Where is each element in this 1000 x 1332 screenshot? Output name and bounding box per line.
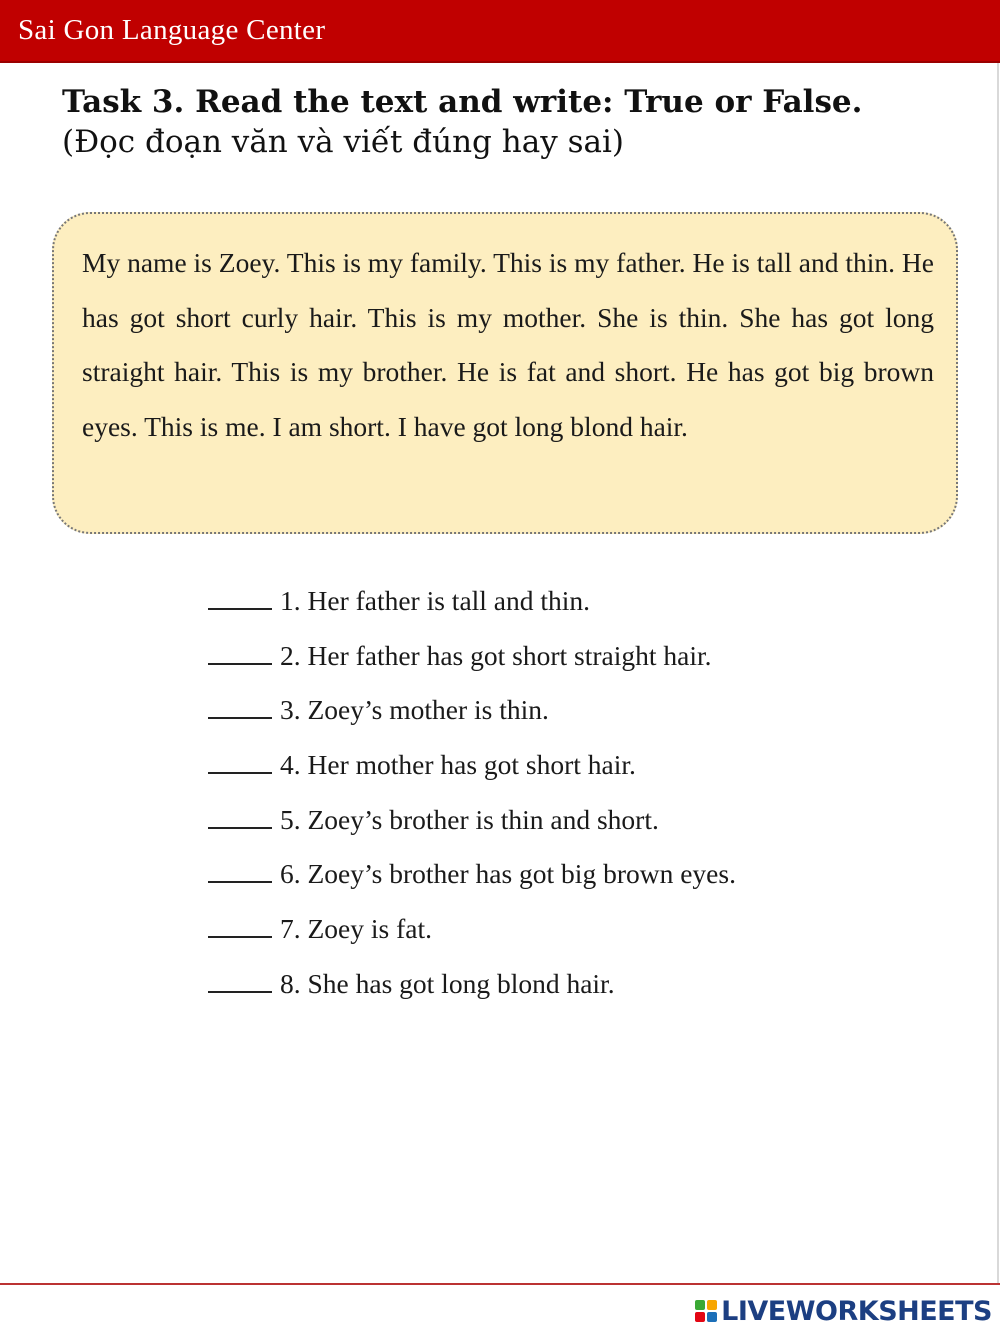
question-item <box>208 687 736 742</box>
liveworksheets-logo <box>695 1294 992 1328</box>
page-right-rule <box>997 63 999 1283</box>
question-list <box>208 578 736 1016</box>
answer-blank[interactable] <box>208 961 272 993</box>
answer-blank[interactable] <box>208 797 272 829</box>
question-item <box>208 742 736 797</box>
answer-blank[interactable] <box>208 633 272 665</box>
answer-blank[interactable] <box>208 742 272 774</box>
answer-blank[interactable] <box>208 851 272 883</box>
question-item <box>208 633 736 688</box>
question-item <box>208 906 736 961</box>
logo-square <box>707 1312 717 1322</box>
question-item <box>208 797 736 852</box>
passage-text: My name is Zoey. This is my family. This is my father. He is tall and thin. He has got short curly hair. This is my mother. She is thin. She has got long straight hair. This is my brother. He is fat and short. He has got big brown eyes. This is me. I am short. I have got long blond hair. <box>82 247 934 442</box>
footer-rule <box>0 1283 1000 1285</box>
answer-blank[interactable] <box>208 578 272 610</box>
answer-blank[interactable] <box>208 906 272 938</box>
liveworksheets-logo-text: LIVEWORKSHEETS <box>721 1295 992 1327</box>
question-text: 4. Her mother has got short hair. <box>280 749 636 781</box>
task-heading-translation: (Đọc đoạn văn và viết đúng hay sai) <box>62 124 624 160</box>
question-item <box>208 578 736 633</box>
header-bar <box>0 0 1000 63</box>
question-text: 5. Zoey’s brother is thin and short. <box>280 803 659 835</box>
header-title: Sai Gon Language Center <box>18 14 326 46</box>
answer-blank[interactable] <box>208 687 272 719</box>
question-item <box>208 851 736 906</box>
task-heading <box>62 82 942 162</box>
logo-square <box>695 1312 705 1322</box>
question-text: 7. Zoey is fat. <box>280 913 432 945</box>
question-text: 3. Zoey’s mother is thin. <box>280 694 549 726</box>
passage-box <box>52 212 958 534</box>
liveworksheets-logo-icon <box>695 1300 717 1322</box>
question-text: 2. Her father has got short straight hair. <box>280 639 712 671</box>
logo-square <box>707 1300 717 1310</box>
question-text: 1. Her father is tall and thin. <box>280 585 591 616</box>
question-text: 6. Zoey’s brother has got big brown eyes. <box>280 858 736 890</box>
task-heading-bold: Task 3. Read the text and write: True or False. <box>62 84 863 120</box>
logo-square <box>695 1300 705 1310</box>
question-item <box>208 961 736 1016</box>
question-text: 8. She has got long blond hair. <box>280 967 615 999</box>
